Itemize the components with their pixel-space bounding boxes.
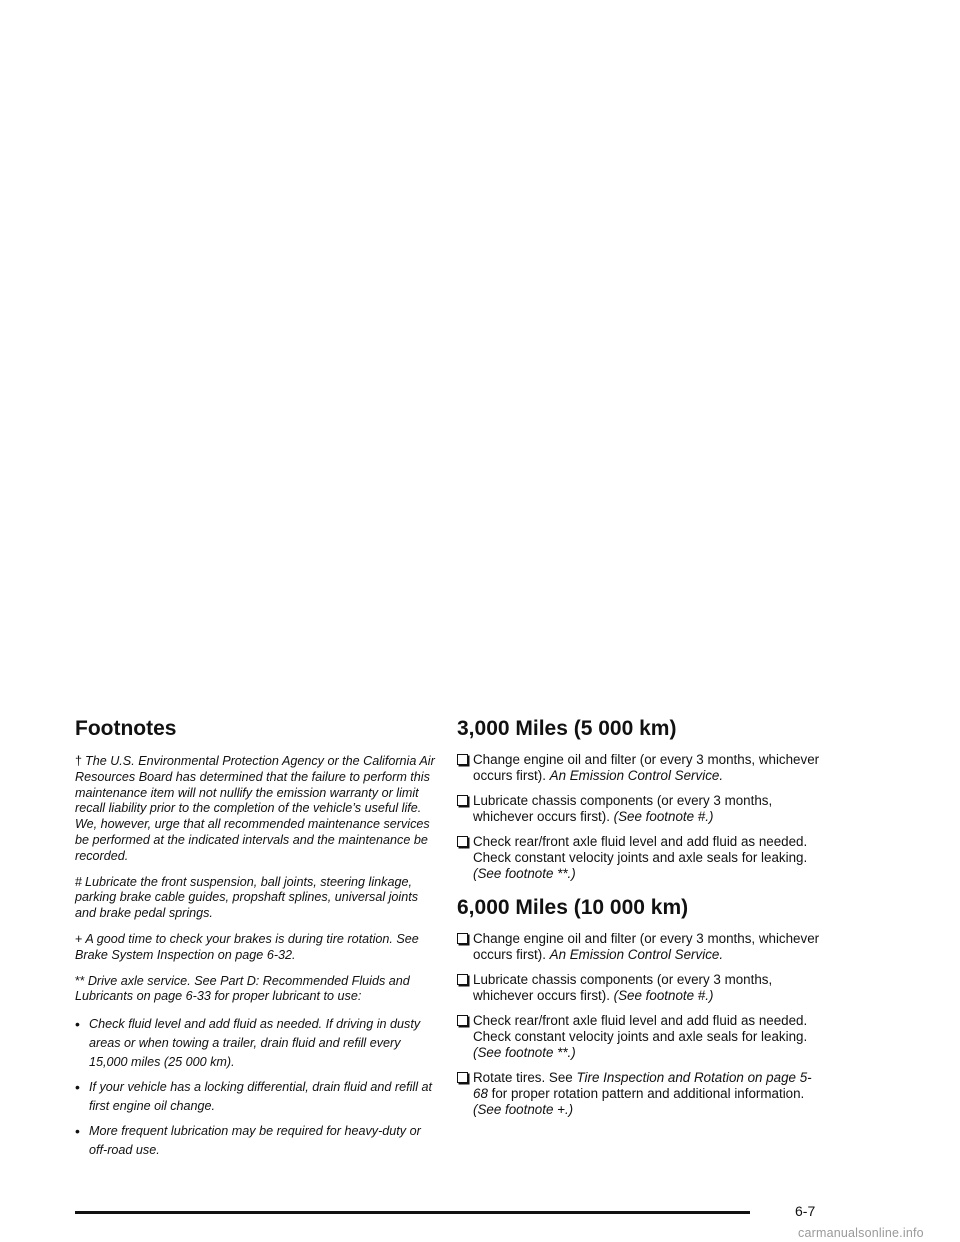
checkbox-icon xyxy=(457,754,468,765)
footnote-stars-symbol: ** xyxy=(75,973,85,988)
footnote-dagger xyxy=(75,754,440,865)
footnote-plus-text: A good time to check your brakes is during tire rotation. See Brake System Inspection on page 6-32. xyxy=(75,931,419,962)
checkbox-icon xyxy=(457,974,468,985)
schedule-column xyxy=(457,716,822,1127)
list-item: Change engine oil and filter (or every 3 months, whichever occurs first). An Emission Control Service. xyxy=(457,752,822,784)
footnotes-column xyxy=(75,716,440,1166)
checkbox-icon xyxy=(457,1015,468,1026)
checkbox-icon xyxy=(457,1072,468,1083)
watermark: carmanualsonline.info xyxy=(798,1226,924,1240)
list-item: Check rear/front axle fluid level and add fluid as needed. Check constant velocity joints and axle seals for leaking. (See footnote **.) xyxy=(457,1013,822,1061)
footnote-hash-symbol: # xyxy=(75,874,83,889)
bullet-icon: • xyxy=(75,1079,80,1096)
footnotes-heading: Footnotes xyxy=(75,717,177,740)
list-item: Check rear/front axle fluid level and add fluid as needed. Check constant velocity joints and axle seals for leaking. (See footnote **.) xyxy=(457,834,822,882)
footnote-plus-symbol: + xyxy=(75,931,83,946)
checkbox-icon xyxy=(457,933,468,944)
section-6000-heading: 6,000 Miles (10 000 km) xyxy=(457,896,689,919)
footnote-dagger-symbol: † xyxy=(75,754,83,768)
bullet-icon: • xyxy=(75,1016,80,1033)
footnote-plus xyxy=(75,932,440,964)
list-item: • More frequent lubrication may be required for heavy-duty or off-road use. xyxy=(75,1123,421,1158)
section-3000-heading: 3,000 Miles (5 000 km) xyxy=(457,717,677,740)
checkbox-icon xyxy=(457,795,468,806)
list-item: • If your vehicle has a locking differential, drain fluid and refill at first engine oil change. xyxy=(75,1079,433,1114)
list-item: Change engine oil and filter (or every 3 months, whichever occurs first). An Emission Control Service. xyxy=(457,931,822,963)
checkbox-icon xyxy=(457,836,468,847)
footer-rule xyxy=(75,1211,750,1214)
list-item: Rotate tires. See Tire Inspection and Rotation on page 5-68 for proper rotation pattern and additional information. (See footnote +.) xyxy=(457,1070,822,1118)
drive-axle-bullet-list xyxy=(75,1015,440,1160)
footnote-hash-text: Lubricate the front suspension, ball joints, steering linkage, parking brake cable guides, propshaft splines, universal joints and brake pedal springs. xyxy=(75,874,419,921)
bullet-icon: • xyxy=(75,1123,80,1140)
list-item: Lubricate chassis components (or every 3 months, whichever occurs first). (See footnote #.) xyxy=(457,972,822,1004)
footnote-stars xyxy=(75,974,440,1006)
section-6000 xyxy=(457,895,822,1118)
footnote-stars-text: Drive axle service. See Part D: Recommended Fluids and Lubricants on page 6-33 for proper lubricant to use: xyxy=(75,973,410,1004)
list-item: Lubricate chassis components (or every 3 months, whichever occurs first). (See footnote #.) xyxy=(457,793,822,825)
footnote-hash xyxy=(75,875,440,922)
list-item: • Check fluid level and add fluid as needed. If driving in dusty areas or when towing a trailer, drain fluid and refill every 15,000 miles (25 000 km). xyxy=(75,1016,421,1070)
footnote-dagger-text: The U.S. Environmental Protection Agency or the California Air Resources Board has determined that the failure to perform this maintenance item will not nullify the emission warranty or limit recall liability prior to the completion of the vehicle’s useful life. We, however, urge that all recommended maintenance services be performed at the indicated intervals and the maintenance be recorded. xyxy=(75,754,435,863)
tire-rotation-reference: Tire Inspection and Rotation on page 5-68 xyxy=(473,1070,812,1101)
page-number: 6-7 xyxy=(795,1203,816,1219)
